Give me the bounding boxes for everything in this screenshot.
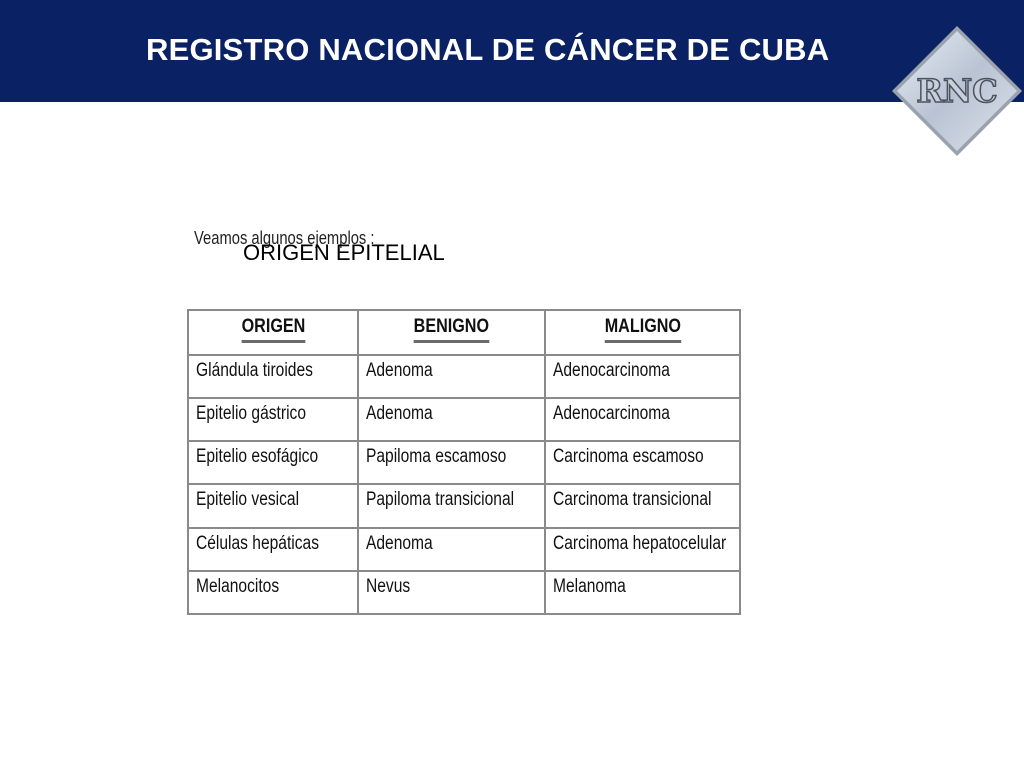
logo-text: RNC: [916, 72, 998, 110]
section-label: ORIGEN EPITELIAL: [243, 240, 445, 265]
rnc-logo: [890, 24, 1024, 158]
cell-maligno: Carcinoma escamoso: [545, 441, 740, 484]
cell-maligno: Adenocarcinoma: [545, 398, 740, 441]
table-header-row: [188, 310, 740, 355]
cell-maligno: Carcinoma transicional: [545, 484, 740, 527]
cell-benigno: Adenoma: [358, 528, 545, 571]
cell-origen: Epitelio esofágico: [188, 441, 358, 484]
table-row: [188, 571, 740, 614]
cell-origen: Epitelio vesical: [188, 484, 358, 527]
cell-benigno: Adenoma: [358, 398, 545, 441]
table-row: [188, 441, 740, 484]
intro-text: Veamos algunos ejemplos :: [194, 228, 375, 248]
page-title: REGISTRO NACIONAL DE CÁNCER DE CUBA: [146, 32, 830, 67]
cell-maligno: Carcinoma hepatocelular: [545, 528, 740, 571]
cell-origen: Glándula tiroides: [188, 355, 358, 398]
header-maligno: MALIGNO: [545, 310, 740, 355]
cell-maligno: Melanoma: [545, 571, 740, 614]
table-row: [188, 355, 740, 398]
cell-benigno: Adenoma: [358, 355, 545, 398]
header-benigno: BENIGNO: [358, 310, 545, 355]
cell-benigno: Papiloma escamoso: [358, 441, 545, 484]
header-origen: ORIGEN: [188, 310, 358, 355]
tumor-table: [187, 309, 739, 615]
cell-origen: Células hepáticas: [188, 528, 358, 571]
cell-origen: Epitelio gástrico: [188, 398, 358, 441]
cell-benigno: Nevus: [358, 571, 545, 614]
table-row: [188, 528, 740, 571]
cell-maligno: Adenocarcinoma: [545, 355, 740, 398]
table-row: [188, 398, 740, 441]
table-row: [188, 484, 740, 527]
cell-benigno: Papiloma transicional: [358, 484, 545, 527]
cell-origen: Melanocitos: [188, 571, 358, 614]
